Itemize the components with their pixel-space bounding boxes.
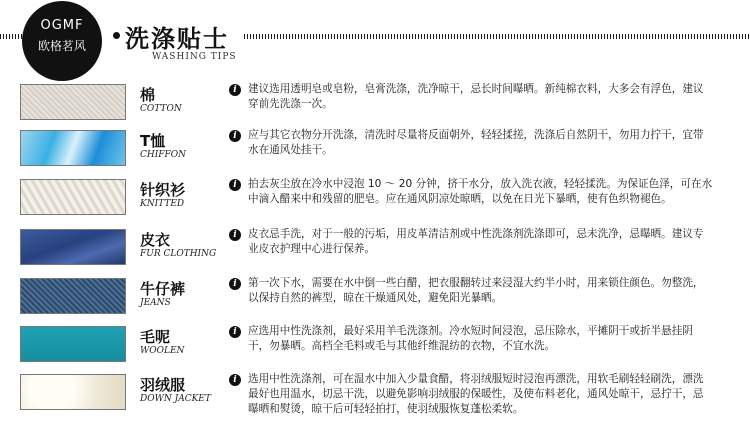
fabric-swatch-cotton — [20, 84, 126, 120]
logo-text-en: OGMF — [40, 18, 84, 33]
fabric-description: 应与其它衣物分开洗涤，清洗时尽量将反面朝外，轻轻揉搓，洗涤后自然阴干，勿用力拧干，宜带水在通风处挂干。 — [248, 129, 704, 156]
fabric-swatch-knitted — [20, 179, 126, 215]
list-item-fur — [0, 225, 750, 269]
info-icon: i — [229, 179, 241, 191]
bullet-dot-icon — [113, 32, 120, 39]
fabric-swatch-chiffon — [20, 130, 126, 166]
fabric-description: 建议选用透明皂或皂粉，皂膏洗涤，洗净晾干，忌长时间曝晒。新纯棉衣料，大多会有浮色，建议穿前先洗涤一次。 — [248, 83, 704, 110]
info-icon: i — [229, 130, 241, 142]
page-subtitle: WASHING TIPS — [152, 52, 237, 62]
info-icon: i — [229, 278, 241, 290]
fabric-description: 第一次下水，需要在水中倒一些白醋，把衣服翻转过来浸湿大约半小时，用来锁住颜色。勿整洗，以保持自然的裤型，晾在干燥通风处，避免阳光暴晒。 — [248, 277, 704, 304]
fabric-swatch-down — [20, 374, 126, 410]
fabric-name-en: FUR CLOTHING — [140, 249, 217, 259]
fabric-description: 拍去灰尘放在冷水中浸泡 10 ～ 20 分钟，挤干水分，放入洗衣液，轻轻揉洗。为保证色泽，可在水中滴入醋来中和残留的肥皂。应在通风阴凉处晾晒，以免在日光下暴晒，使有色织物褪色。 — [248, 178, 713, 205]
fabric-name: T恤 — [140, 132, 166, 150]
fabric-name: 皮衣 — [140, 231, 171, 249]
header-stripe-left — [0, 34, 22, 39]
header — [0, 0, 750, 80]
fabric-swatch-woolen — [20, 326, 126, 362]
info-icon: i — [229, 326, 241, 338]
fabric-name: 棉 — [140, 86, 156, 104]
fabric-swatch-fur — [20, 229, 126, 265]
fabric-name-en: KNITTED — [140, 199, 185, 209]
fabric-name-en: DOWN JACKET — [140, 394, 211, 404]
fabric-description: 应选用中性洗涤剂，最好采用羊毛洗涤剂。冷水短时间浸泡，忌压除水，平摊阴干或折半悬挂阴干，勿暴晒。高档全毛料或毛与其他纤维混纺的衣物，不宜水洗。 — [248, 325, 693, 352]
fabric-name: 羽绒服 — [140, 376, 186, 394]
logo-text-cn: 欧格茗风 — [37, 39, 86, 53]
info-icon: i — [229, 374, 241, 386]
list-item-cotton — [0, 80, 750, 124]
fabric-name-en: JEANS — [140, 298, 171, 308]
header-stripe-right — [244, 34, 750, 39]
brand-logo — [22, 1, 102, 81]
fabric-name: 牛仔裤 — [140, 280, 186, 298]
list-item-chiffon — [0, 126, 750, 170]
fabric-name-en: CHIFFON — [140, 150, 187, 160]
fabric-name: 毛呢 — [140, 328, 171, 346]
list-item-jeans — [0, 274, 750, 318]
fabric-name-en: WOOLEN — [140, 346, 185, 356]
info-icon: i — [229, 229, 241, 241]
page-title: 洗涤贴士 — [125, 25, 229, 53]
fabric-description: 皮衣忌手洗，对于一般的污垢，用皮革清洁剂或中性洗涤剂洗涤即可，忌未洗净，忌曝晒。建议专业皮衣护理中心进行保养。 — [248, 228, 704, 255]
list-item-down-jacket — [0, 370, 750, 414]
fabric-swatch-jeans — [20, 278, 126, 314]
list-item-woolen — [0, 322, 750, 366]
info-icon: i — [229, 84, 241, 96]
fabric-name-en: COTTON — [140, 104, 182, 114]
list-item-knitted — [0, 175, 750, 219]
fabric-name: 针织衫 — [140, 181, 186, 199]
fabric-description: 选用中性洗涤剂，可在温水中加入少量食醋，将羽绒服短时浸泡再漂洗，用软毛刷轻轻刷洗，漂洗最好也用温水，切忌干洗，以避免影响羽绒服的保暖性，及使布料老化，通风处晾干，忌拧干，忌曝晒和熨烫，晾干后可轻轻拍打，使羽绒服恢复蓬松柔软。 — [248, 373, 704, 415]
